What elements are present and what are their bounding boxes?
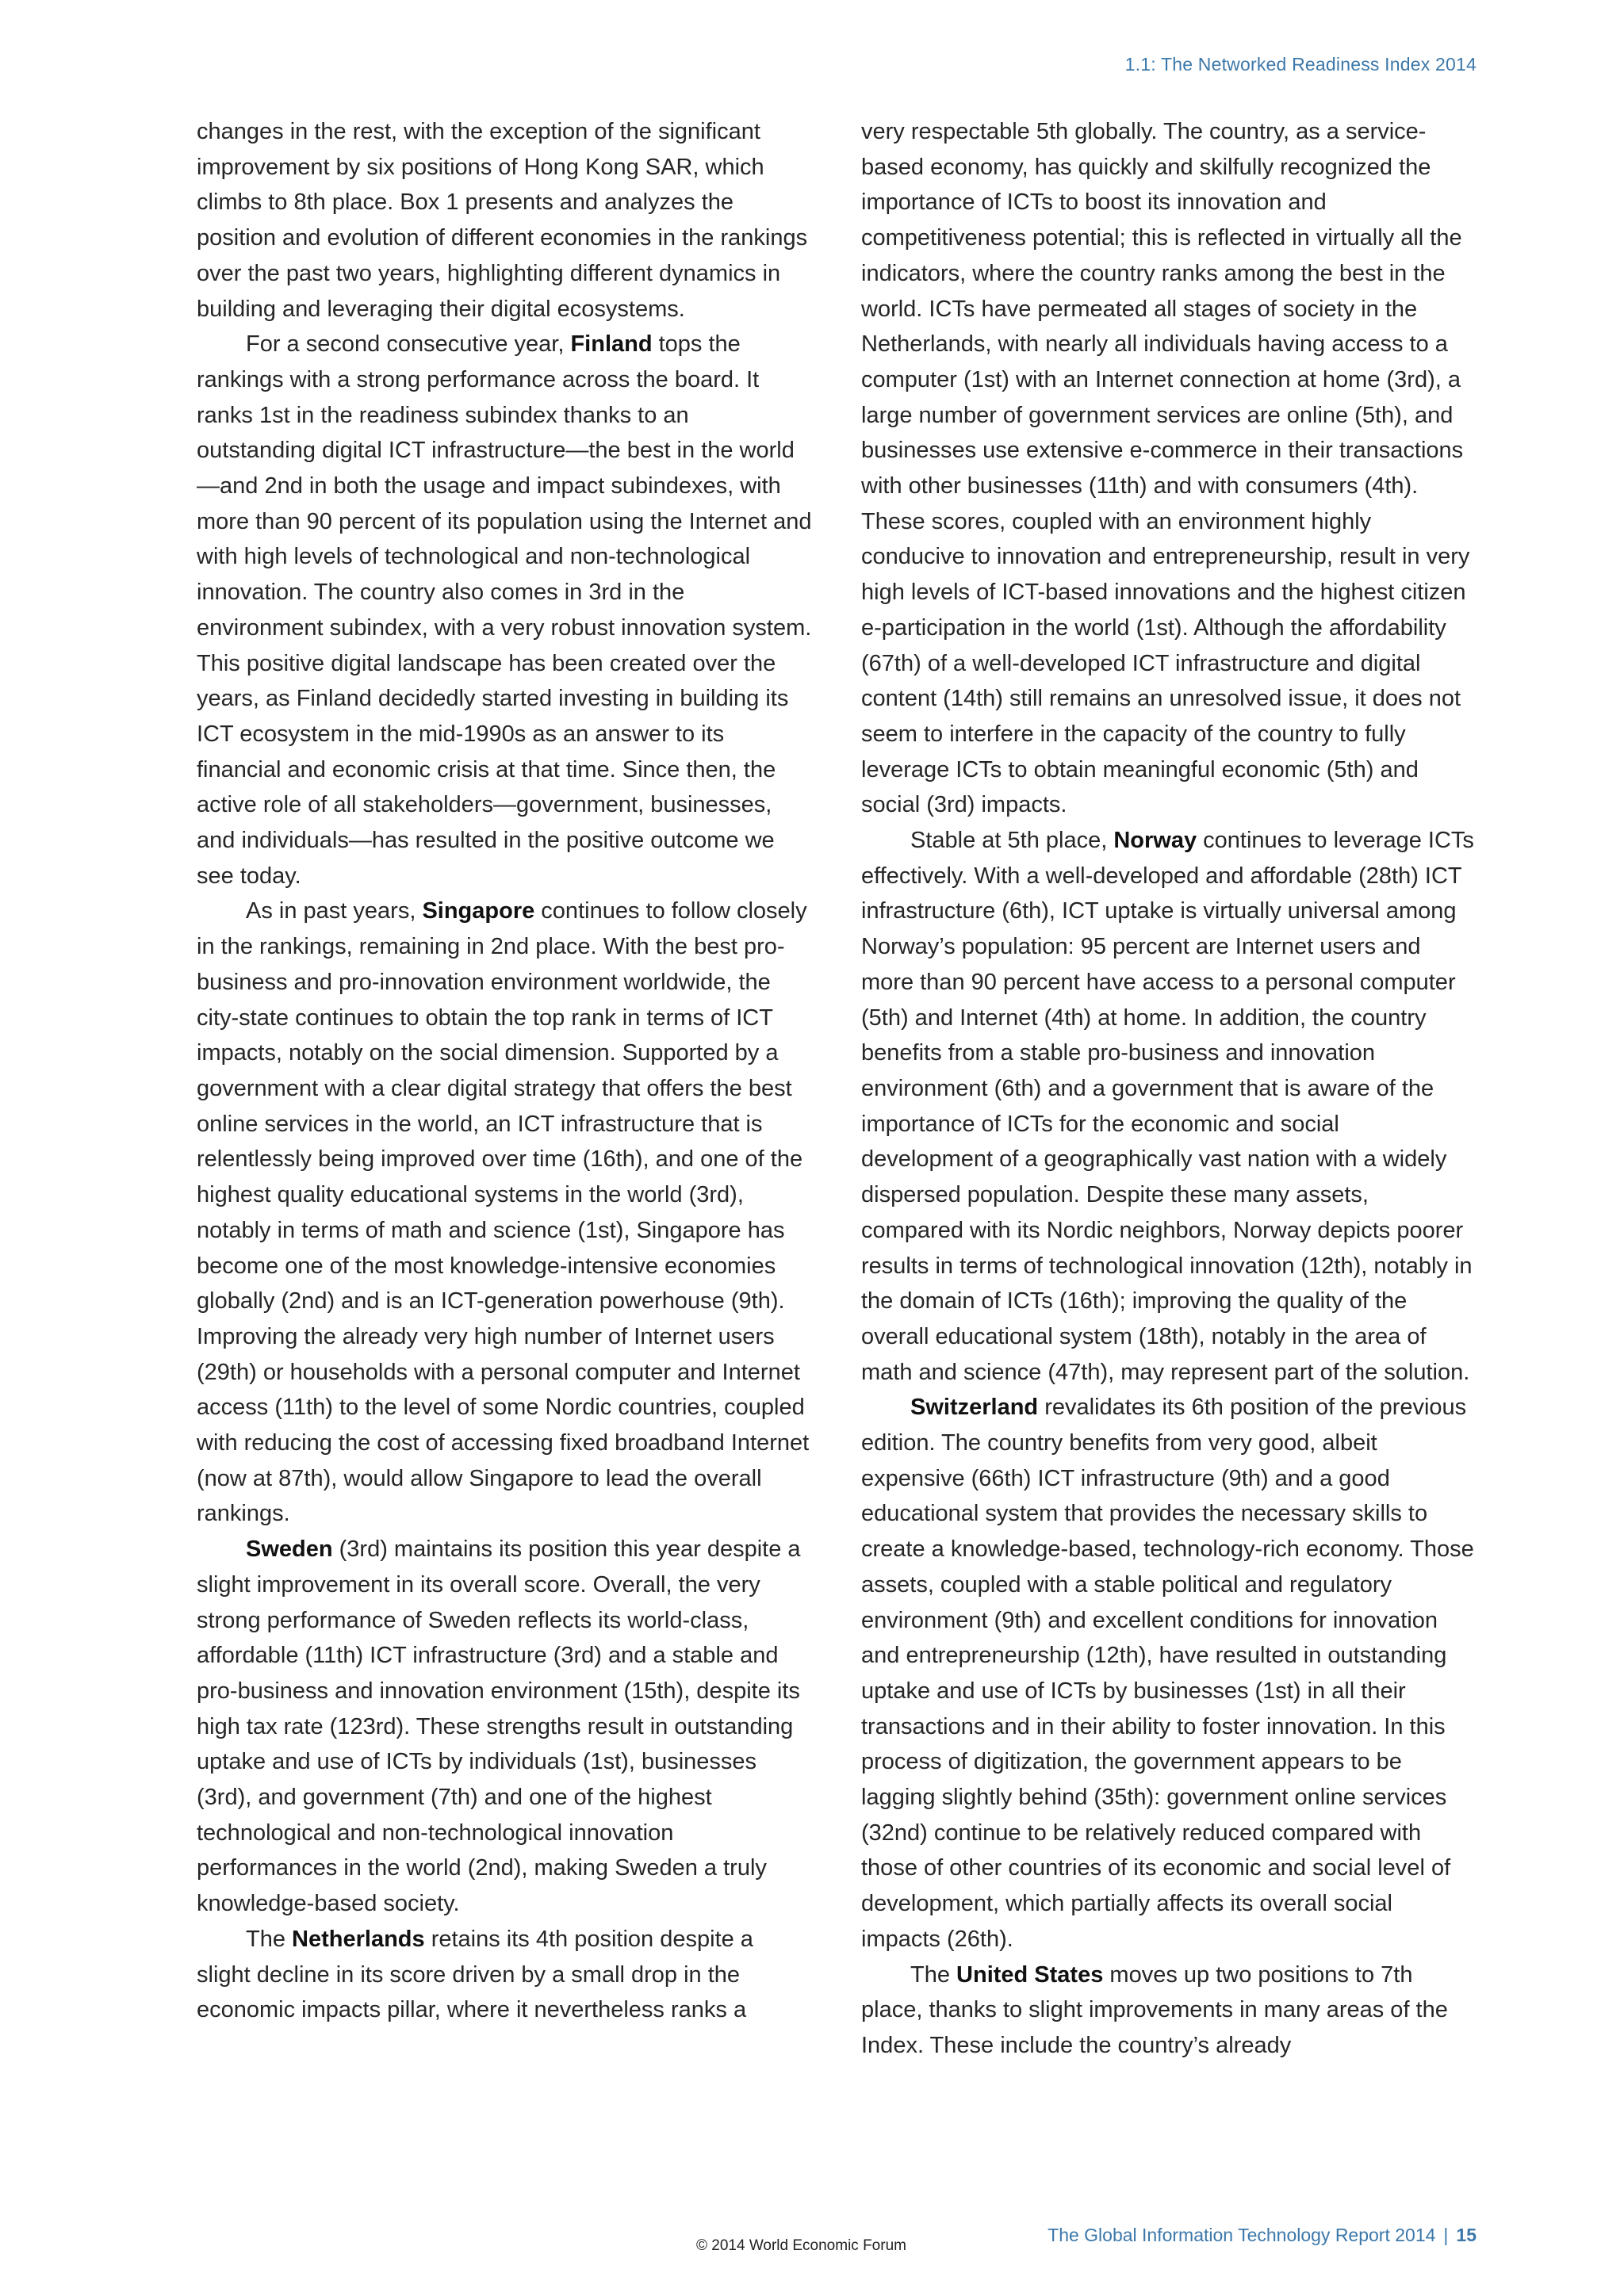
paragraph-united-states: The United States moves up two positions to 7th place, thanks to slight improvements in many areas of the Index. These include the country’s already (861, 1961, 1448, 2058)
paragraph-sweden: Sweden (3rd) maintains its position this year despite a slight improvement in its overall score. Overall, the very strong performance of Sweden reflects its world-class, affordable (11th) ICT infrastructure (3rd) and a stable and pro-business and innovation environment (15th), despite its high tax rate (123rd). These strengths result in outstanding uptake and use of ICTs by individuals (1st), businesses (3rd), and government (7th) and one of the highest technological and non-technological innovation performances in the world (2nd), making Sweden a truly knowledge-based society. (197, 1536, 801, 1917)
left-column (197, 114, 812, 2028)
country-name-finland: Finland (570, 331, 653, 358)
country-name-switzerland: Switzerland (910, 1395, 1039, 1421)
paragraph-finland: For a second consecutive year, Finland tops the rankings with a strong performance across the board. It ranks 1st in the readiness subindex thanks to an outstanding digital ICT infrastructure—the best in the world—and 2nd in both the usage and impact subindexes, with more than 90 percent of its population using the Internet and with high levels of technological and non-technological innovation. The country also comes in 3rd in the environment subindex, with a very robust innovation system. This positive digital landscape has been created over the years, as Finland decidedly started investing in building its ICT ecosystem in the mid-1990s as an answer to its financial and economic crisis at that time. Since then, the active role of all stakeholders—government, businesses, and individuals—has resulted in the positive outcome we see today. (197, 331, 812, 889)
country-name-norway: Norway (1113, 828, 1197, 854)
country-name-netherlands: Netherlands (292, 1926, 425, 1952)
page-number: 15 (1456, 2225, 1477, 2245)
report-title: The Global Information Technology Report 2014 (1048, 2225, 1436, 2245)
copyright-notice: © 2014 World Economic Forum (696, 2237, 906, 2254)
footer-separator: | (1443, 2225, 1449, 2245)
paragraph-intro: changes in the rest, with the exception of the significant improvement by six positions of Hong Kong SAR, which climbs to 8th place. Box 1 presents and analyzes the position and evolution of different economies in the rankings over the past two years, highlighting different dynamics in building and leveraging their digital ecosystems. (197, 119, 808, 322)
paragraph-singapore: As in past years, Singapore continues to follow closely in the rankings, remaining in 2nd place. With the best pro-business and pro-innovation environment worldwide, the city-state continues to obtain the top rank in terms of ICT impacts, notably on the social dimension. Supported by a government with a clear digital strategy that offers the best online services in the world, an ICT infrastructure that is relentlessly being improved over time (16th), and one of the highest quality educational systems in the world (3rd), notably in terms of math and science (1st), Singapore has become one of the most knowledge-intensive economies globally (2nd) and is an ICT-generation powerhouse (9th). Improving the already very high number of Internet users (29th) or households with a personal computer and Internet access (11th) to the level of some Nordic countries, coupled with reducing the cost of accessing fixed broadband Internet (now at 87th), would allow Singapore to lead the overall rankings. (197, 898, 810, 1527)
running-header: 1.1: The Networked Readiness Index 2014 (1124, 54, 1477, 75)
paragraph-netherlands-cont: very respectable 5th globally. The country, as a service-based economy, has quickly and skilfully recognized the importance of ICTs to boost its innovation and competitiveness potential; this is reflected in virtually all the indicators, where the country ranks among the best in the world. ICTs have permeated all stages of society in the Netherlands, with nearly all individuals having access to a computer (1st) with an Internet connection at home (3rd), a large number of government services are online (5th), and businesses use extensive e-commerce in their transactions with other businesses (11th) and with consumers (4th). These scores, coupled with an environment highly conducive to innovation and entrepreneurship, result in very high levels of ICT-based innovations and the highest citizen e-participation in the world (1st). Although the affordability (67th) of a well-developed ICT infrastructure and digital content (14th) still remains an unresolved issue, it does not seem to interfere in the capacity of the country to fully leverage ICTs to obtain meaningful economic (5th) and social (3rd) impacts. (861, 119, 1470, 818)
page-footer (1048, 2225, 1477, 2246)
right-column (861, 114, 1477, 2064)
paragraph-netherlands: The Netherlands retains its 4th position despite a slight decline in its score driven by a small drop in the economic impacts pillar, where it nevertheless ranks a (197, 1926, 753, 2023)
paragraph-switzerland: Switzerland revalidates its 6th position of the previous edition. The country benefits from very good, albeit expensive (66th) ICT infrastructure (9th) and a good educational system that provides the necessary skills to create a knowledge-based, technology-rich economy. Those assets, coupled with a stable political and regulatory environment (9th) and excellent conditions for innovation and entrepreneurship (12th), have resulted in outstanding uptake and use of ICTs by businesses (1st) in all their transactions and in their ability to foster innovation. In this process of digitization, the government appears to be lagging slightly behind (35th): government online services (32nd) continue to be relatively reduced compared with those of other countries of its economic and social level of development, which partially affects its overall social impacts (26th). (861, 1395, 1474, 1952)
country-name-united-states: United States (956, 1961, 1104, 1988)
country-name-sweden: Sweden (246, 1536, 333, 1563)
country-name-singapore: Singapore (422, 898, 535, 924)
paragraph-norway: Stable at 5th place, Norway continues to leverage ICTs effectively. With a well-developed and affordable (28th) ICT infrastructure (6th), ICT uptake is virtually universal among Norway’s population: 95 percent are Internet users and more than 90 percent have access to a personal computer (5th) and Internet (4th) at home. In addition, the country benefits from a stable pro-business and innovation environment (6th) and a government that is aware of the importance of ICTs for the economic and social development of a geographically vast nation with a widely dispersed population. Despite these many assets, compared with its Nordic neighbors, Norway depicts poorer results in terms of technological innovation (12th), notably in the domain of ICTs (16th); improving the quality of the overall educational system (18th), notably in the area of math and science (47th), may represent part of the solution. (861, 828, 1474, 1385)
